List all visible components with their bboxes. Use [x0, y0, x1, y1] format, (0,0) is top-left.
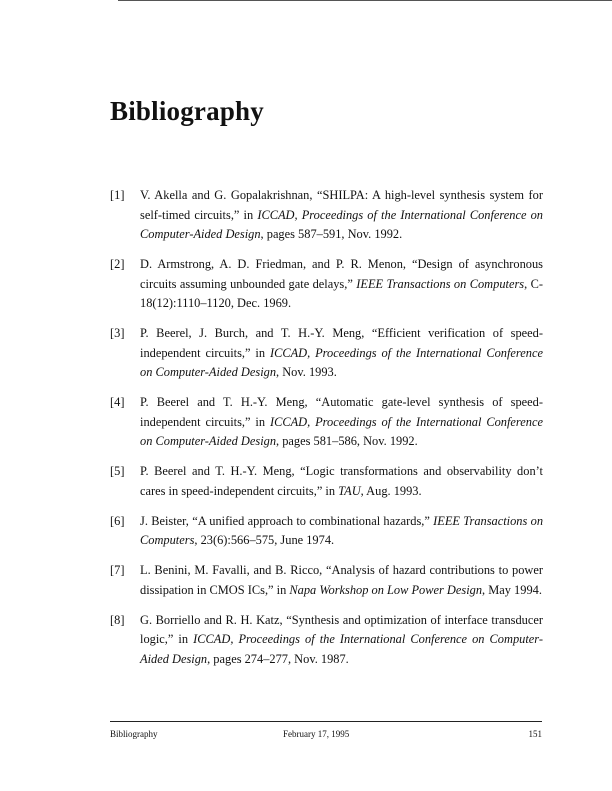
reference-text: P. Beerel and T. H.-Y. Meng, “Logic transformations and observability don’t cares in speed-independent circuits,” in [140, 464, 543, 498]
reference-venue: ICCAD, Proceedings of the International Conference on Computer-Aided Design [140, 632, 543, 666]
reference-number: [6] [110, 513, 125, 528]
reference-details: , pages 581–586, Nov. 1992. [276, 434, 418, 448]
reference-details: , pages 274–277, Nov. 1987. [207, 651, 349, 666]
reference-item [110, 462, 543, 501]
reference-item [110, 512, 543, 551]
reference-number: [7] [110, 563, 125, 577]
reference-text: P. Beerel, J. Burch, and T. H.-Y. Meng, “Efficient verification of speed-independent circuits,” in [140, 326, 543, 360]
reference-number: [3] [110, 326, 125, 340]
reference-details: , pages 587–591, Nov. 1992. [260, 227, 403, 241]
reference-number: [4] [110, 395, 125, 409]
reference-item [110, 324, 543, 383]
reference-number: [2] [110, 257, 125, 271]
reference-text: D. Armstrong, A. D. Friedman, and P. R. Menon, “Design of asynchronous circuits assuming unbounded gate delays,” [140, 257, 543, 291]
reference-venue: TAU [338, 483, 361, 498]
reference-number: [1] [110, 188, 125, 202]
reference-text: J. Beister, “A unified approach to combinational hazards,” [140, 513, 434, 528]
reference-item [110, 561, 543, 600]
reference-venue: Napa Workshop on Low Power Design [289, 582, 483, 597]
reference-details: , Nov. 1993. [276, 365, 337, 379]
reference-venue: IEEE Transactions on Computers [356, 276, 525, 291]
reference-text: P. Beerel and T. H.-Y. Meng, “Automatic gate-level synthesis of speed-independent circuits,” in [140, 395, 543, 429]
reference-text: L. Benini, M. Favalli, and B. Ricco, “Analysis of hazard contributions to power dissipation in CMOS ICs,” in [140, 563, 543, 597]
reference-number: [5] [110, 464, 125, 478]
footer-section-title: Bibliography [110, 729, 158, 739]
reference-details: , 23(6):566–575, June 1974. [194, 533, 335, 547]
top-rule [118, 0, 612, 1]
reference-item [110, 186, 543, 245]
reference-venue: ICCAD, Proceedings of the International Conference on Computer-Aided Design [140, 207, 543, 241]
reference-venue: IEEE Transactions on Computers [140, 513, 544, 547]
reference-number: [8] [110, 612, 125, 627]
reference-venue: ICCAD, Proceedings of the International Conference on Computer-Aided Design [140, 345, 543, 379]
page-number: 151 [528, 729, 542, 739]
reference-item [110, 611, 543, 670]
reference-item [110, 255, 543, 314]
footer-rule [110, 721, 542, 722]
reference-list [110, 186, 543, 680]
reference-venue: ICCAD, Proceedings of the International Conference on Computer-Aided Design [140, 414, 543, 448]
reference-text: V. Akella and G. Gopalakrishnan, “SHILPA: A high-level synthesis system for self-timed circuits,” in [140, 188, 543, 222]
reference-text: G. Borriello and R. H. Katz, “Synthesis and optimization of interface transducer logic,” in [140, 612, 543, 646]
reference-details: , C-18(12):1110–1120, Dec. 1969. [140, 276, 544, 310]
reference-details: , Aug. 1993. [360, 483, 422, 498]
reference-details: , May 1994. [482, 582, 542, 597]
footer-date: February 17, 1995 [283, 729, 350, 739]
page-title: Bibliography [110, 96, 264, 126]
reference-item [110, 393, 543, 452]
